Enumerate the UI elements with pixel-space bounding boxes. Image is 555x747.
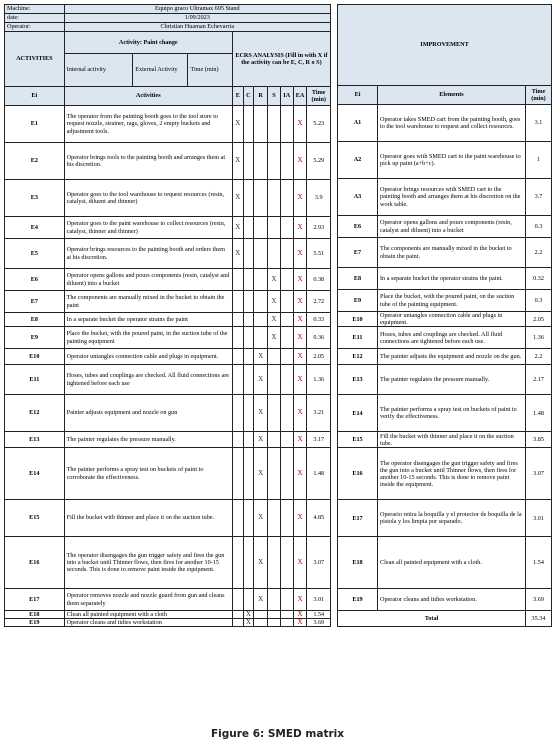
activity-row xyxy=(5,143,331,180)
improvement-row xyxy=(338,179,552,216)
mark-e xyxy=(232,537,243,589)
activity-text: In a separate bucket the operator strains the paint xyxy=(64,313,232,327)
mark-c xyxy=(243,217,254,239)
element-text: Operator brings resources with SMED cart to the painting booth and arranges them at his discretion on the work table. xyxy=(378,179,526,216)
mark-e xyxy=(232,365,243,395)
activity-text: Hoses, tubes and couplings are checked. All fluid connections are tightened before each use xyxy=(64,365,232,395)
element-id: E7 xyxy=(338,238,378,268)
mark-ea: X xyxy=(293,180,307,217)
mark-ea: X xyxy=(293,143,307,180)
mark-r xyxy=(254,313,268,327)
activity-id: E4 xyxy=(5,217,65,239)
element-id: E13 xyxy=(338,365,378,395)
mark-e: X xyxy=(232,106,243,143)
mark-e xyxy=(232,448,243,500)
col-activities: Activities xyxy=(64,87,232,106)
mark-c xyxy=(243,349,254,365)
mark-s xyxy=(268,537,281,589)
activity-time: 1.48 xyxy=(307,448,331,500)
element-time: 2.17 xyxy=(526,365,552,395)
element-time: 0.3 xyxy=(526,216,552,238)
internal-label: Internal activity xyxy=(65,54,133,86)
element-time: 1.36 xyxy=(526,327,552,349)
mark-ia xyxy=(280,349,293,365)
activity-row xyxy=(5,611,331,619)
col-s: S xyxy=(268,87,281,106)
total-label: Total xyxy=(338,611,526,627)
element-time: 1.54 xyxy=(526,537,552,589)
mark-r xyxy=(254,269,268,291)
mark-r: X xyxy=(254,365,268,395)
element-text: The painter regulates the pressure manually. xyxy=(378,365,526,395)
activity-row xyxy=(5,239,331,269)
ecrs-heading: ECRS ANALYSIS (Fill in with X if the activity can be E, C, R o S) xyxy=(232,32,330,87)
activity-subheader xyxy=(64,54,232,87)
element-id: A1 xyxy=(338,105,378,142)
activity-row xyxy=(5,365,331,395)
mark-e: X xyxy=(232,180,243,217)
mark-ia xyxy=(280,291,293,313)
mark-ia xyxy=(280,537,293,589)
mark-r: X xyxy=(254,500,268,537)
mark-r xyxy=(254,217,268,239)
activity-time: 0.36 xyxy=(307,327,331,349)
mark-r: X xyxy=(254,448,268,500)
element-time: 3.1 xyxy=(526,105,552,142)
activity-text: The components are manually mixed in the bucket to obtain the paint xyxy=(64,291,232,313)
mark-ia xyxy=(280,395,293,432)
activity-time: 2.93 xyxy=(307,217,331,239)
activity-row xyxy=(5,395,331,432)
activity-text: Operator brings resources to the painting booth and orders them at his discretion. xyxy=(64,239,232,269)
activity-id: E6 xyxy=(5,269,65,291)
mark-ia xyxy=(280,500,293,537)
mark-ia xyxy=(280,313,293,327)
improvement-row xyxy=(338,589,552,611)
activity-row xyxy=(5,500,331,537)
mark-s xyxy=(268,611,281,619)
total-value: 35.34 xyxy=(526,611,552,627)
mark-ia xyxy=(280,432,293,448)
improvement-row xyxy=(338,500,552,537)
mark-ia xyxy=(280,239,293,269)
activity-time: 5.23 xyxy=(307,106,331,143)
mark-c xyxy=(243,313,254,327)
activity-row xyxy=(5,291,331,313)
col-elements: Elements xyxy=(378,86,526,105)
activity-time: 3.69 xyxy=(307,619,331,627)
element-id: E6 xyxy=(338,216,378,238)
mark-e xyxy=(232,619,243,627)
activity-row xyxy=(5,180,331,217)
mark-r xyxy=(254,106,268,143)
col-time: Time (min) xyxy=(307,87,331,106)
activity-row xyxy=(5,217,331,239)
element-text: Operator untangles connection cable and plugs in equipment. xyxy=(378,312,526,327)
activity-row xyxy=(5,589,331,611)
element-time: 1 xyxy=(526,142,552,179)
activity-text: The operator disengages the gun trigger safety and fires the gun into a bucket until Thinner flows, then fires for another 10-15 seconds. This is done to remove paint inside the equipment. xyxy=(64,537,232,589)
col-ea: EA xyxy=(293,87,307,106)
mark-c xyxy=(243,106,254,143)
element-time: 3.7 xyxy=(526,179,552,216)
improvement-row xyxy=(338,290,552,312)
machine-label: Machine: xyxy=(5,5,65,14)
activity-id: E3 xyxy=(5,180,65,217)
activity-id: E17 xyxy=(5,589,65,611)
element-time: 0.3 xyxy=(526,290,552,312)
activity-row xyxy=(5,106,331,143)
activity-time: 4.85 xyxy=(307,500,331,537)
element-text: Operator takes SMED cart from the painting booth, goes to the tool warehouse to request and collect resources. xyxy=(378,105,526,142)
mark-c: X xyxy=(243,619,254,627)
mark-ia xyxy=(280,327,293,349)
mark-e xyxy=(232,269,243,291)
activity-text: Clean all painted equipment with a cloth xyxy=(64,611,232,619)
mark-s xyxy=(268,448,281,500)
activity-id: E13 xyxy=(5,432,65,448)
mark-ea: X xyxy=(293,349,307,365)
col-c: C xyxy=(243,87,254,106)
mark-ia xyxy=(280,269,293,291)
mark-r xyxy=(254,239,268,269)
activity-id: E2 xyxy=(5,143,65,180)
activity-id: E14 xyxy=(5,448,65,500)
mark-s xyxy=(268,500,281,537)
col-e: E xyxy=(232,87,243,106)
activity-time: 3.07 xyxy=(307,537,331,589)
improvement-table xyxy=(337,4,552,627)
element-id: E18 xyxy=(338,537,378,589)
activity-text: The painter performs a spray test on buckets of paint to corroborate the effectiveness. xyxy=(64,448,232,500)
element-id: E9 xyxy=(338,290,378,312)
element-time: 3.07 xyxy=(526,448,552,500)
mark-s: X xyxy=(268,327,281,349)
activity-time: 0.38 xyxy=(307,269,331,291)
activity-id: E9 xyxy=(5,327,65,349)
mark-c xyxy=(243,500,254,537)
activity-text: The operator from the painting booth goes to the tool store to request nozzle, strainer, rags, gloves, 2 empty buckets and adjustment tools. xyxy=(64,106,232,143)
activities-table xyxy=(4,4,331,627)
mark-ea: X xyxy=(293,217,307,239)
activity-id: E15 xyxy=(5,500,65,537)
mark-ia xyxy=(280,619,293,627)
mark-s xyxy=(268,239,281,269)
activity-row xyxy=(5,432,331,448)
mark-ia xyxy=(280,180,293,217)
mark-s xyxy=(268,395,281,432)
mark-ea: X xyxy=(293,589,307,611)
improvement-row xyxy=(338,395,552,432)
activity-text: The painter regulates the pressure manually. xyxy=(64,432,232,448)
activity-text: Place the bucket, with the poured paint, in the suction tube of the painting equipment xyxy=(64,327,232,349)
mark-s xyxy=(268,349,281,365)
figure-caption: Figure 6: SMED matrix xyxy=(210,728,345,740)
mark-ea: X xyxy=(293,611,307,619)
improvement-row xyxy=(338,268,552,290)
element-id: A2 xyxy=(338,142,378,179)
element-text: The components are manually mixed in the bucket to obtain the paint. xyxy=(378,238,526,268)
mark-c xyxy=(243,432,254,448)
activity-time: 3.21 xyxy=(307,395,331,432)
activity-row xyxy=(5,313,331,327)
mark-e xyxy=(232,349,243,365)
activity-text: Operator goes to the paint warehouse to collect resources (resin, catalyst, thinner and thinner) xyxy=(64,217,232,239)
external-label: External Activity xyxy=(133,54,188,86)
element-text: Operator opens gallons and pours components (resin, catalyst and diluent) into a bucket xyxy=(378,216,526,238)
col-time-right: Time (min) xyxy=(526,86,552,105)
activity-row xyxy=(5,448,331,500)
mark-ea: X xyxy=(293,291,307,313)
improvement-row xyxy=(338,142,552,179)
mark-ia xyxy=(280,589,293,611)
mark-ea: X xyxy=(293,448,307,500)
mark-c xyxy=(243,291,254,313)
col-ei: Ei xyxy=(5,87,65,106)
activity-id: E18 xyxy=(5,611,65,619)
mark-ia xyxy=(280,448,293,500)
mark-ea: X xyxy=(293,537,307,589)
mark-e xyxy=(232,432,243,448)
mark-ia xyxy=(280,365,293,395)
mark-ea: X xyxy=(293,395,307,432)
activity-row xyxy=(5,349,331,365)
date-value: 1/09/2023 xyxy=(64,14,330,23)
element-id: E10 xyxy=(338,312,378,327)
mark-ea: X xyxy=(293,365,307,395)
activity-time: 5.51 xyxy=(307,239,331,269)
mark-c xyxy=(243,537,254,589)
date-label: date: xyxy=(5,14,65,23)
mark-s: X xyxy=(268,313,281,327)
activity-time: 3.9 xyxy=(307,180,331,217)
activity-text: Fill the bucket with thinner and place it on the suction tube. xyxy=(64,500,232,537)
col-ia: IA xyxy=(280,87,293,106)
operator-value: Christian Huaman Echevarria xyxy=(64,23,330,32)
mark-e xyxy=(232,611,243,619)
element-id: E8 xyxy=(338,268,378,290)
element-text: Fill the bucket with thinner and place it on the suction tube. xyxy=(378,432,526,448)
mark-e xyxy=(232,313,243,327)
activity-title: Activity: Paint change xyxy=(64,32,232,54)
activity-text: Operator untangles connection cable and plugs in equipment. xyxy=(64,349,232,365)
mark-ea: X xyxy=(293,500,307,537)
activity-id: E8 xyxy=(5,313,65,327)
element-time: 2.2 xyxy=(526,238,552,268)
activity-row xyxy=(5,327,331,349)
element-id: E17 xyxy=(338,500,378,537)
mark-s xyxy=(268,589,281,611)
mark-s xyxy=(268,619,281,627)
activity-subheader-grid xyxy=(65,54,232,86)
mark-c xyxy=(243,365,254,395)
time-label: Time (min) xyxy=(188,54,232,86)
activity-text: Operator cleans and tidies workstation xyxy=(64,619,232,627)
mark-r: X xyxy=(254,395,268,432)
machine-value: Equipo graco Ultramax 695 Stand xyxy=(64,5,330,14)
element-id: E19 xyxy=(338,589,378,611)
element-time: 3.85 xyxy=(526,432,552,448)
mark-c xyxy=(243,589,254,611)
mark-ea: X xyxy=(293,106,307,143)
mark-e xyxy=(232,589,243,611)
mark-ia xyxy=(280,106,293,143)
mark-e: X xyxy=(232,239,243,269)
element-id: E16 xyxy=(338,448,378,500)
element-id: E12 xyxy=(338,349,378,365)
activity-text: Painter adjusts equipment and nozzle on gun xyxy=(64,395,232,432)
activity-id: E1 xyxy=(5,106,65,143)
element-time: 2.05 xyxy=(526,312,552,327)
mark-e: X xyxy=(232,217,243,239)
element-id: E11 xyxy=(338,327,378,349)
activity-time: 3.17 xyxy=(307,432,331,448)
element-time: 0.32 xyxy=(526,268,552,290)
mark-r: X xyxy=(254,349,268,365)
improvement-row xyxy=(338,448,552,500)
activity-id: E10 xyxy=(5,349,65,365)
mark-e xyxy=(232,395,243,432)
mark-s: X xyxy=(268,291,281,313)
element-text: Operario retira la boquilla y el protector de boquilla de la pistola y los limpia por separado. xyxy=(378,500,526,537)
activity-text: Operator goes to the tool warehouse to request resources (resin, catalyst, diluent and thinner) xyxy=(64,180,232,217)
element-text: Operator cleans and tidies workstation. xyxy=(378,589,526,611)
mark-s xyxy=(268,432,281,448)
improvement-row xyxy=(338,216,552,238)
mark-ea: X xyxy=(293,313,307,327)
element-id: E15 xyxy=(338,432,378,448)
element-id: A3 xyxy=(338,179,378,216)
col-ei-right: Ei xyxy=(338,86,378,105)
activity-id: E11 xyxy=(5,365,65,395)
mark-c xyxy=(243,180,254,217)
activities-heading: ACTIVITIES xyxy=(5,32,65,87)
activity-time: 1.36 xyxy=(307,365,331,395)
mark-r xyxy=(254,291,268,313)
element-text: Operator goes with SMED cart to the paint warehouse to pick up paint (a+b+c). xyxy=(378,142,526,179)
mark-s xyxy=(268,217,281,239)
improvement-row xyxy=(338,349,552,365)
activity-id: E12 xyxy=(5,395,65,432)
mark-e xyxy=(232,327,243,349)
activity-time: 0.33 xyxy=(307,313,331,327)
mark-r: X xyxy=(254,432,268,448)
operator-label: Operator: xyxy=(5,23,65,32)
mark-s xyxy=(268,365,281,395)
mark-r xyxy=(254,327,268,349)
mark-r xyxy=(254,611,268,619)
mark-e xyxy=(232,291,243,313)
element-text: Place the bucket, with the poured paint, on the suction tube of the painting equipment. xyxy=(378,290,526,312)
activity-time: 1.54 xyxy=(307,611,331,619)
improvement-row xyxy=(338,105,552,142)
mark-ea: X xyxy=(293,269,307,291)
mark-r: X xyxy=(254,589,268,611)
improvement-row xyxy=(338,537,552,589)
mark-c xyxy=(243,395,254,432)
mark-ea: X xyxy=(293,327,307,349)
activity-time: 5.29 xyxy=(307,143,331,180)
element-text: The painter adjusts the equipment and nozzle on the gun. xyxy=(378,349,526,365)
improvement-row xyxy=(338,365,552,395)
element-text: Hoses, tubes and couplings are checked. All fluid connections are tightened before each use. xyxy=(378,327,526,349)
activity-time: 2.72 xyxy=(307,291,331,313)
mark-c xyxy=(243,448,254,500)
improvement-row xyxy=(338,312,552,327)
mark-s: X xyxy=(268,269,281,291)
improvement-row xyxy=(338,432,552,448)
mark-c xyxy=(243,269,254,291)
activity-id: E16 xyxy=(5,537,65,589)
mark-c: X xyxy=(243,611,254,619)
element-text: Clean all painted equipment with a cloth. xyxy=(378,537,526,589)
element-text: The painter performs a spray test on buckets of paint to verify the effectiveness. xyxy=(378,395,526,432)
activity-id: E5 xyxy=(5,239,65,269)
activity-time: 2.05 xyxy=(307,349,331,365)
activity-id: E19 xyxy=(5,619,65,627)
improvement-heading: IMPROVEMENT xyxy=(338,5,552,86)
activity-text: Operator removes nozzle and nozzle guard from gun and cleans them separately xyxy=(64,589,232,611)
col-r: R xyxy=(254,87,268,106)
mark-c xyxy=(243,143,254,180)
mark-r: X xyxy=(254,537,268,589)
mark-ia xyxy=(280,611,293,619)
activity-text: Operator brings tools to the painting booth and arranges them at his discretion. xyxy=(64,143,232,180)
activity-row xyxy=(5,537,331,589)
improvement-row xyxy=(338,327,552,349)
element-time: 3.01 xyxy=(526,500,552,537)
mark-ea: X xyxy=(293,619,307,627)
mark-s xyxy=(268,143,281,180)
mark-r xyxy=(254,143,268,180)
mark-s xyxy=(268,180,281,217)
element-time: 1.48 xyxy=(526,395,552,432)
activity-time: 3.01 xyxy=(307,589,331,611)
total-row xyxy=(338,611,552,627)
element-text: In a separate bucket the operator strains the paint. xyxy=(378,268,526,290)
mark-r xyxy=(254,619,268,627)
mark-c xyxy=(243,327,254,349)
element-id: E14 xyxy=(338,395,378,432)
element-time: 3.69 xyxy=(526,589,552,611)
mark-ea: X xyxy=(293,432,307,448)
mark-s xyxy=(268,106,281,143)
mark-c xyxy=(243,239,254,269)
activity-row xyxy=(5,269,331,291)
mark-ia xyxy=(280,217,293,239)
mark-e xyxy=(232,500,243,537)
activity-id: E7 xyxy=(5,291,65,313)
mark-ea: X xyxy=(293,239,307,269)
mark-r xyxy=(254,180,268,217)
improvement-row xyxy=(338,238,552,268)
activity-text: Operator opens gallons and pours components (resin, catalyst and diluent) into a bucket xyxy=(64,269,232,291)
element-time: 2.2 xyxy=(526,349,552,365)
activity-row xyxy=(5,619,331,627)
element-text: The operator disengages the gun trigger safety and fires the gun into a bucket until Thinner flows, then fires for another 10-15 seconds. This is done to remove paint inside the equipment. xyxy=(378,448,526,500)
mark-e: X xyxy=(232,143,243,180)
mark-ia xyxy=(280,143,293,180)
